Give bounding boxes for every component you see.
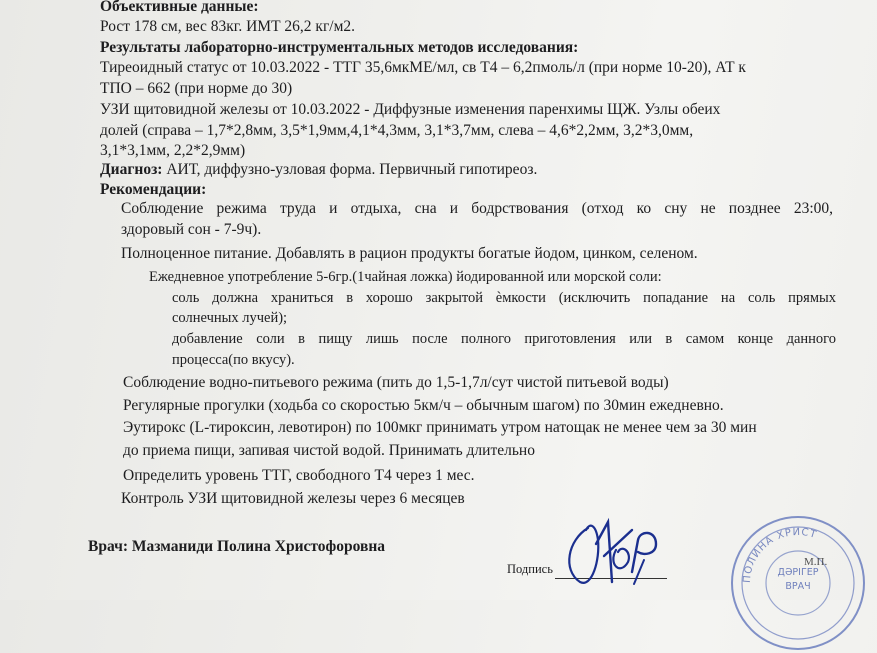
objective-text: Рост 178 см, вес 83кг. ИМТ 26,2 кг/м2. bbox=[100, 18, 356, 35]
handwritten-signature bbox=[560, 500, 680, 590]
recommendation-walks: Регулярные прогулки (ходьба со скоростью 5км/ч – обычным шагом) по 30мин ежедневно. bbox=[123, 397, 724, 414]
diagnosis-text: АИТ, диффузно-узловая форма. Первичный гипотиреоз. bbox=[162, 161, 538, 178]
recommendation-euthyrox-line-1: Эутирокс (L-тироксин, левотирон) по 100мкг принимать утром натощак не менее чем за 30 мин bbox=[123, 419, 757, 436]
recommendation-euthyrox-line-2: до приема пищи, запивая чистой водой. Принимать длительно bbox=[123, 442, 535, 459]
ultrasound-line-2: долей (справа – 1,7*2,8мм, 3,5*1,9мм,4,1*4,3мм, 3,1*3,7мм, слева – 4,6*2,2мм, 3,2*3,0мм, bbox=[100, 122, 694, 139]
ultrasound-line-1: УЗИ щитовидной железы от 10.03.2022 - Диффузные изменения паренхимы ЩЖ. Узлы обеих bbox=[100, 101, 721, 118]
recommendation-nutrition: Полноценное питание. Добавлять в рацион продукты богатые йодом, цинком, селеном. bbox=[121, 245, 698, 262]
round-seal bbox=[728, 513, 868, 653]
salt-storage-line-2: солнечных лучей); bbox=[172, 310, 288, 326]
seal-center-line-2: ВРАЧ bbox=[785, 581, 811, 592]
salt-usage-line-2: процесса(по вкусу). bbox=[172, 352, 295, 368]
ultrasound-line-3: 3,1*3,1мм, 2,2*2,9мм) bbox=[100, 142, 246, 159]
seal-center-line-1: ДӘРІГЕР bbox=[777, 567, 819, 578]
recommendation-sleep-line-1: Соблюдение режима труда и отдыха, сна и бодрствования (отход ко сну не позднее 23:00, bbox=[121, 200, 833, 217]
thyroid-status-line-2: ТПО – 662 (при норме до 30) bbox=[100, 80, 293, 97]
recommendation-ultrasound-control: Контроль УЗИ щитовидной железы через 6 месяцев bbox=[121, 490, 465, 507]
diagnosis bbox=[100, 160, 537, 180]
recommendations-heading: Рекомендации: bbox=[100, 181, 207, 198]
recommendation-water: Соблюдение водно-питьевого режима (пить до 1,5-1,7л/сут чистой питьевой воды) bbox=[123, 374, 669, 391]
doctor-name: Врач: Мазманиди Полина Христофоровна bbox=[88, 538, 386, 555]
seal-text: ПОЛИНА ХРИСТ bbox=[741, 526, 819, 584]
salt-usage-line-1: добавление соли в пищу лишь после полного приготовления или в самом конце данного bbox=[172, 331, 836, 347]
recommendation-salt: Ежедневное употребление 5-6гр.(1чайная ложка) йодированной или морской соли: bbox=[149, 269, 662, 285]
signature-label: Подпись bbox=[507, 562, 553, 576]
recommendation-tsh-test: Определить уровень ТТГ, свободного Т4 через 1 мес. bbox=[123, 467, 475, 484]
thyroid-status-line-1: Тиреоидный статус от 10.03.2022 - ТТГ 35,6мкМЕ/мл, св Т4 – 6,2пмоль/л (при норме 10-20), АТ к bbox=[100, 59, 746, 76]
objective-heading: Объективные данные: bbox=[100, 0, 259, 15]
recommendation-sleep-line-2: здоровый сон - 7-9ч). bbox=[121, 221, 262, 238]
lab-heading: Результаты лабораторно-инструментальных методов исследования: bbox=[100, 39, 579, 56]
salt-storage-line-1: соль должна храниться в хорошо закрытой ѐмкости (исключить попадание на соль прямых bbox=[172, 290, 836, 306]
stamp-place-label: М.П. bbox=[804, 556, 828, 568]
diagnosis-label: Диагноз: bbox=[100, 161, 163, 178]
